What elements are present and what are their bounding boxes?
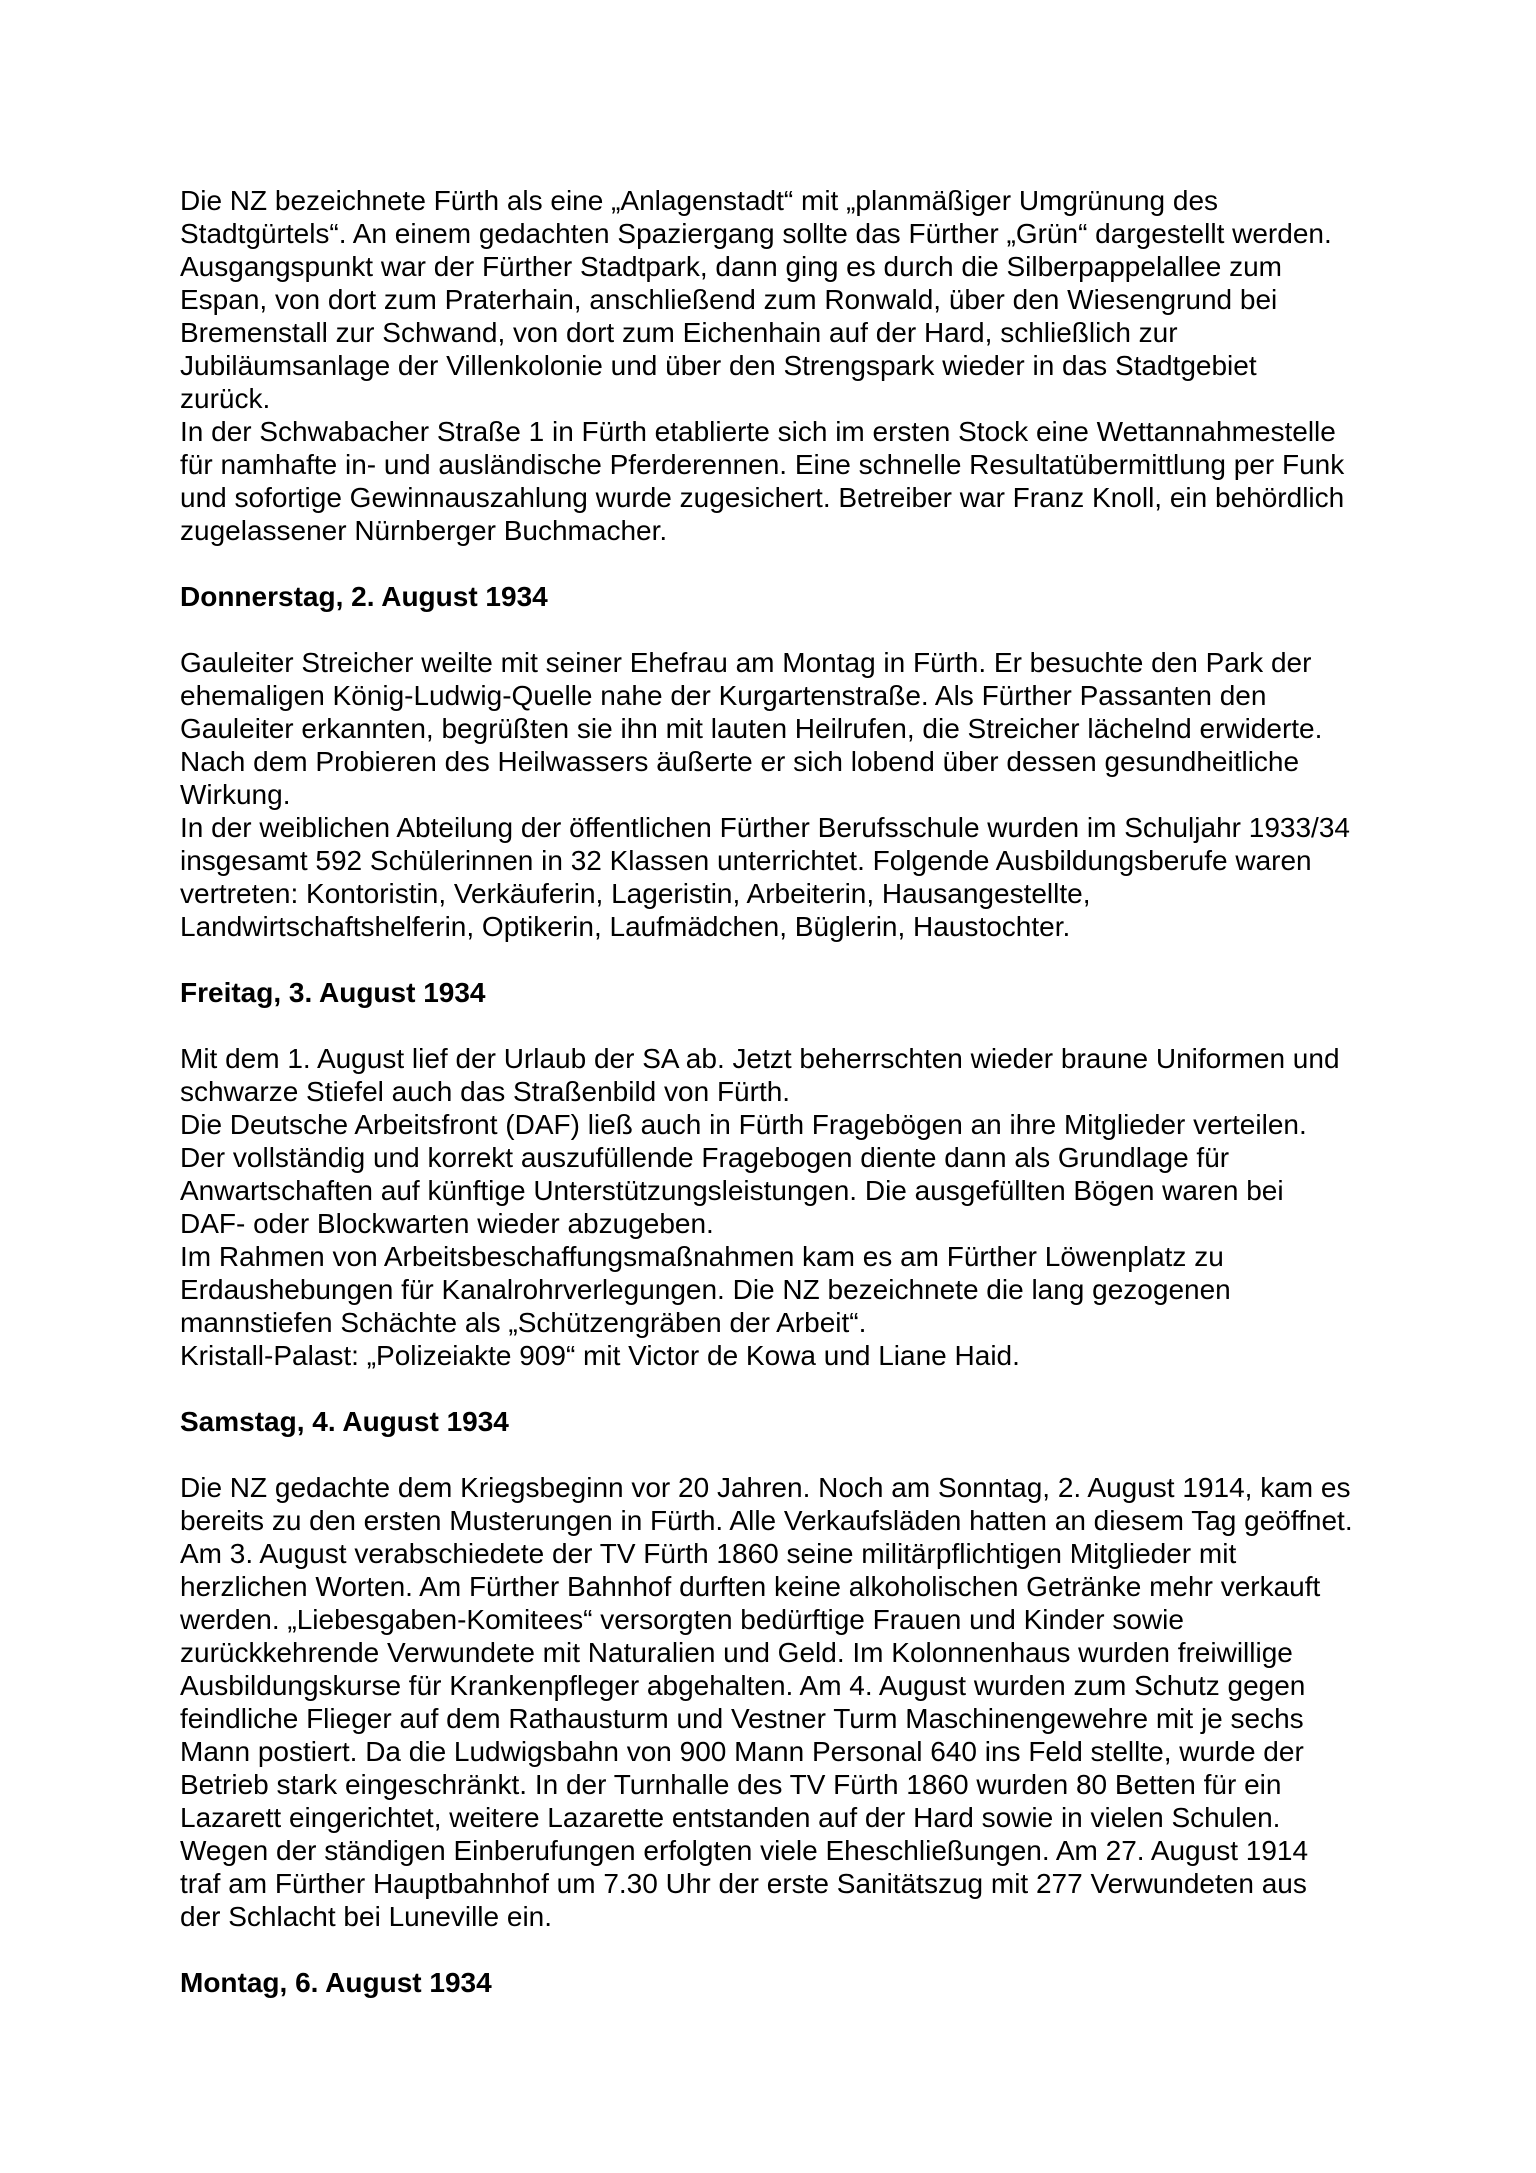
paragraph-anlagenstadt: Die NZ bezeichnete Fürth als eine „Anlagenstadt“ mit „planmäßiger Umgrünung des Stadtgürtels“. An einem gedachten Spaziergang sollte das Fürther „Grün“ dargestellt werden. Ausgangspunkt war der Fürther Stadtpark, dann ging es durch die Silberpappelallee zum Espan, von dort zum Praterhain, anschließend zum Ronwald, über den Wiesengrund bei Bremenstall zur Schwand, von dort zum Eichenhain auf der Hard, schließlich zur Jubiläumsanlage der Villenkolonie und über den Strengspark wieder in das Stadtgebiet zurück. [180,185,1332,414]
heading-montag-6-august-1934: Montag, 6. August 1934 [180,1967,492,1998]
paragraph-gauleiter-streicher: Gauleiter Streicher weilte mit seiner Ehefrau am Montag in Fürth. Er besuchte den Park der ehemaligen König-Ludwig-Quelle nahe der Kurgartenstraße. Als Fürther Passanten den Gauleiter erkannten, begrüßten sie ihn mit lauten Heilrufen, die Streicher lächelnd erwiderte. Nach dem Probieren des Heilwassers äußerte er sich lobend über dessen gesundheitliche Wirkung. [180,647,1323,810]
paragraph-kristall-palast: Kristall-Palast: „Polizeiakte 909“ mit Victor de Kowa und Liane Haid. [180,1340,1020,1371]
paragraph-berufsschule: In der weiblichen Abteilung der öffentlichen Fürther Berufsschule wurden im Schuljahr 1933/34 insgesamt 592 Schülerinnen in 32 Klassen unterrichtet. Folgende Ausbildungsberufe waren vertreten: Kontoristin, Verkäuferin, Lageristin, Arbeiterin, Hausangestellte, Landwirtschaftshelferin, Optikerin, Laufmädchen, Büglerin, Haustochter. [180,812,1350,942]
paragraph-sa-urlaub: Mit dem 1. August lief der Urlaub der SA ab. Jetzt beherrschten wieder braune Uniformen und schwarze Stiefel auch das Straßenbild von Fürth. [180,1043,1340,1107]
paragraph-daf-fragebogen: Die Deutsche Arbeitsfront (DAF) ließ auch in Fürth Fragebögen an ihre Mitglieder verteilen. Der vollständig und korrekt auszufüllende Fragebogen diente dann als Grundlage für Anwartschaften auf künftige Unterstützungsleistungen. Die ausgefüllten Bögen waren bei DAF- oder Blockwarten wieder abzugeben. [180,1109,1307,1239]
paragraph-kriegsbeginn-1914: Die NZ gedachte dem Kriegsbeginn vor 20 Jahren. Noch am Sonntag, 2. August 1914, kam es bereits zu den ersten Musterungen in Fürth. Alle Verkaufsläden hatten an diesem Tag geöffnet. Am 3. August verabschiedete der TV Fürth 1860 seine militärpflichtigen Mitglieder mit herzlichen Worten. Am Fürther Bahnhof durften keine alkoholischen Getränke mehr verkauft werden. „Liebesgaben-Komitees“ versorgten bedürftige Frauen und Kinder sowie zurückkehrende Verwundete mit Naturalien und Geld. Im Kolonnenhaus wurden freiwillige Ausbildungskurse für Krankenpfleger abgehalten. Am 4. August wurden zum Schutz gegen feindliche Flieger auf dem Rathausturm und Vestner Turm Maschinengewehre mit je sechs Mann postiert. Da die Ludwigsbahn von 900 Mann Personal 640 ins Feld stellte, wurde der Betrieb stark eingeschränkt. In der Turnhalle des TV Fürth 1860 wurden 80 Betten für ein Lazarett eingerichtet, weitere Lazarette entstanden auf der Hard sowie in vielen Schulen. Wegen der ständigen Einberufungen erfolgten viele Eheschließungen. Am 27. August 1914 traf am Fürther Hauptbahnhof um 7.30 Uhr der erste Sanitätszug mit 277 Verwundeten aus der Schlacht bei Luneville ein. [180,1472,1353,1932]
heading-donnerstag-2-august-1934: Donnerstag, 2. August 1934 [180,581,548,612]
paragraph-loewenplatz: Im Rahmen von Arbeitsbeschaffungsmaßnahmen kam es am Fürther Löwenplatz zu Erdaushebungen für Kanalrohrverlegungen. Die NZ bezeichnete die lang gezogenen mannstiefen Schächte als „Schützengräben der Arbeit“. [180,1241,1231,1338]
heading-freitag-3-august-1934: Freitag, 3. August 1934 [180,977,486,1008]
paragraph-wettannahmestelle: In der Schwabacher Straße 1 in Fürth etablierte sich im ersten Stock eine Wettannahmestelle für namhafte in- und ausländische Pferderennen. Eine schnelle Resultatübermittlung per Funk und sofortige Gewinnauszahlung wurde zugesichert. Betreiber war Franz Knoll, ein behördlich zugelassener Nürnberger Buchmacher. [180,416,1345,546]
heading-samstag-4-august-1934: Samstag, 4. August 1934 [180,1406,509,1437]
